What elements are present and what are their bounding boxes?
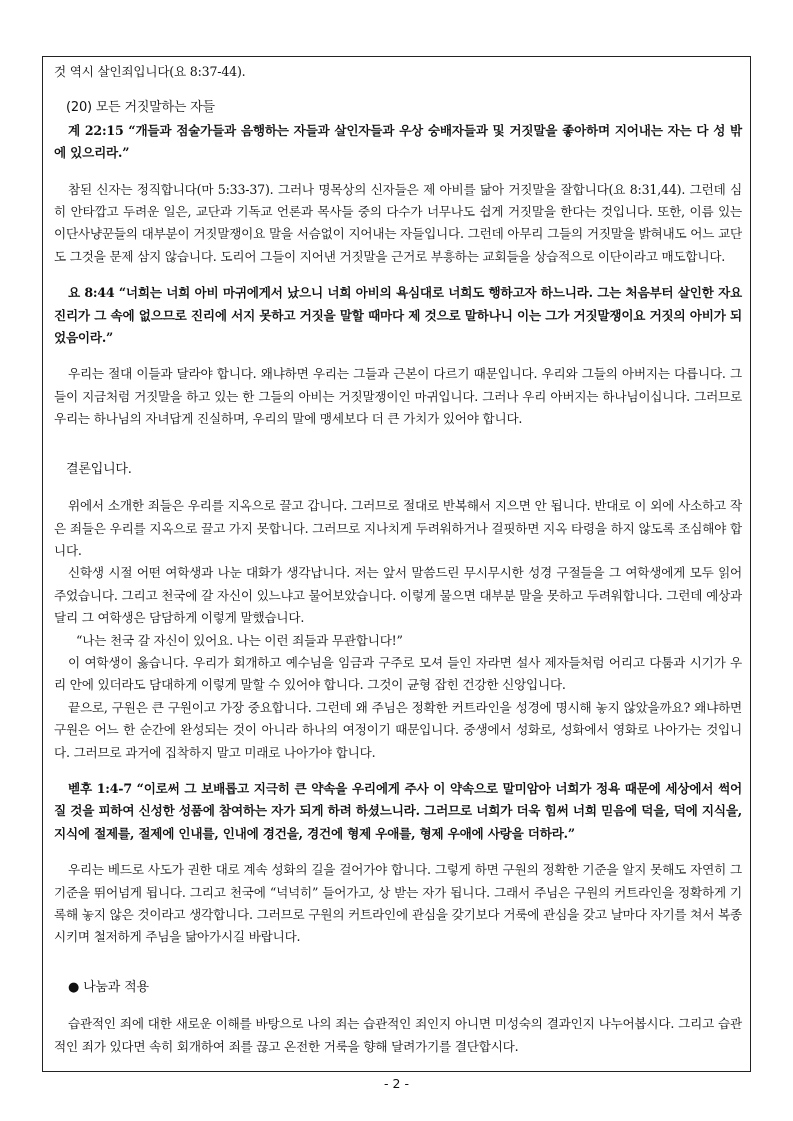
page-number: - 2 - [384, 1076, 409, 1091]
verse-rev-22-15: 계 22:15 “개들과 점술가들과 음행하는 자들과 살인자들과 우상 숭배자들과 및 거짓말을 좋아하며 지어내는 자는 다 성 밖에 있으리라.” [54, 122, 742, 161]
student-quote: “나는 천국 갈 자신이 있어요. 나는 이런 죄들과 무관합니다!” [76, 632, 403, 648]
section-heading-liars: (20) 모든 거짓말하는 자들 [66, 100, 215, 116]
sharing-heading: ● 나눔과 적용 [68, 979, 149, 995]
verse-john-8-44: 요 8:44 “너희는 너희 아비 마귀에게서 났으니 너희 아비의 욕심대로 너희도 행하고자 하느니라. 그는 처음부터 살인한 자요 진리가 그 속에 없으므로 진리에 서지 못하고 거짓을 말할 때마다 제 것으로 말하나니 이는 그가 거짓말쟁이요 거짓의 아비가 되었음이라.” [54, 285, 742, 346]
conclusion-heading: 결론입니다. [66, 461, 132, 477]
paragraph-sins-summary: 위에서 소개한 죄들은 우리를 지옥으로 끌고 갑니다. 그러므로 절대로 반복해서 지으면 안 됩니다. 반대로 이 외에 사소하고 작은 죄들은 우리를 지옥으로 끌고 가지 못합니다. 그러므로 지나치게 두려워하거나 걸핏하면 지옥 타령을 하지 않도록 조심해야 합니다. [54, 498, 742, 558]
paragraph-continuation: 것 역시 살인죄입니다(요 8:37-44). [54, 64, 246, 79]
paragraph-honest-believer: 참된 신자는 정직합니다(마 5:33-37). 그러나 명목상의 신자들은 제 아비를 닮아 거짓말을 잘합니다(요 8:31,44). 그런데 심히 안타깝고 두려운 일은, 교단과 기독교 언론과 목사들 중의 다수가 너무나도 쉽게 거짓말을 한다는 것입니다. 또한, 이름 있는 이단사냥꾼들의 대부분이 거짓말쟁이요 말을 서슴없이 지어내는 자들입니다. 그런데 아무리 그들의 거짓말을 밝혀내도 어느 교단도 그것을 문제 삼지 않습니다. 도리어 그들이 지어낸 거짓말을 근거로 부흥하는 교회들을 상습적으로 이단이라고 매도합니다. [54, 181, 742, 264]
paragraph-student-right: 이 여학생이 옳습니다. 우리가 회개하고 예수님을 임금과 구주로 모셔 들인 자라면 설사 제자들처럼 어리고 다툼과 시기가 우리 안에 있더라도 담대하게 이렇게 말할 수 있어야 합니다. 그것이 균형 잡힌 건강한 신앙입니다. [54, 654, 742, 693]
page-frame [42, 56, 751, 1072]
document-body [43, 57, 750, 1058]
paragraph-different-father: 우리는 절대 이들과 달라야 합니다. 왜냐하면 우리는 그들과 근본이 다르기 때문입니다. 우리와 그들의 아버지는 다릅니다. 그들이 지금처럼 거짓말을 하고 있는 한 그들의 아비는 거짓말쟁이인 마귀입니다. 그러나 우리 아버지는 하나님이십니다. 그러므로 우리는 하나님의 자녀답게 진실하며, 우리의 말에 맹세보다 더 큰 가치가 있어야 합니다. [54, 366, 742, 427]
paragraph-sanctification: 우리는 베드로 사도가 권한 대로 계속 성화의 길을 걸어가야 합니다. 그렇게 하면 구원의 정확한 기준을 알지 못해도 자연히 그 기준을 뛰어넘게 됩니다. 그리고 천국에 “넉넉히” 들어가고, 상 받는 자가 됩니다. 그래서 주님은 구원의 커트라인을 정확하게 기록해 놓지 않은 것이라고 생각합니다. 그러므로 구원의 커트라인에 관심을 갖기보다 거룩에 관심을 갖고 날마다 자기를 쳐서 복종시키며 철저하게 주님을 닮아가시길 바랍니다. [54, 862, 742, 945]
paragraph-seminary-story: 신학생 시절 어떤 여학생과 나눈 대화가 생각납니다. 저는 앞서 말씀드린 무시무시한 성경 구절들을 그 여학생에게 모두 읽어 주었습니다. 그리고 천국에 갈 자신이 있느냐고 물어보았습니다. 이렇게 물으면 대부분 말을 못하고 두려워합니다. 그런데 예상과 달리 그 여학생은 담담하게 이렇게 말했습니다. [54, 565, 742, 626]
verse-2pet-1-4-7: 벧후 1:4-7 “이로써 그 보배롭고 지극히 큰 약속을 우리에게 주사 이 약속으로 말미암아 너희가 정욕 때문에 세상에서 썩어질 것을 피하여 신성한 성품에 참여하는 자가 되게 하려 하셨느니라. 그러므로 너희가 더욱 힘써 너희 믿음에 덕을, 덕에 지식을, 지식에 절제를, 절제에 인내를, 인내에 경건을, 경건에 형제 우애를, 형제 우애에 사랑을 더하라.” [54, 780, 742, 841]
paragraph-salvation-journey: 끝으로, 구원은 큰 구원이고 가장 중요합니다. 그런데 왜 주님은 정확한 커트라인을 성경에 명시해 놓지 않았을까요? 왜냐하면 구원은 어느 한 순간에 완성되는 것이 아니라 하나의 여정이기 때문입니다. 중생에서 성화로, 성화에서 영화로 나아가는 것입니다. 그러므로 과거에 집착하지 말고 미래로 나아가야 합니다. [54, 699, 742, 760]
paragraph-sharing-application: 습관적인 죄에 대한 새로운 이해를 바탕으로 나의 죄는 습관적인 죄인지 아니면 미성숙의 결과인지 나누어봅시다. 그리고 습관적인 죄가 있다면 속히 회개하여 죄를 끊고 온전한 거룩을 향해 달려가기를 결단합시다. [54, 1016, 742, 1054]
